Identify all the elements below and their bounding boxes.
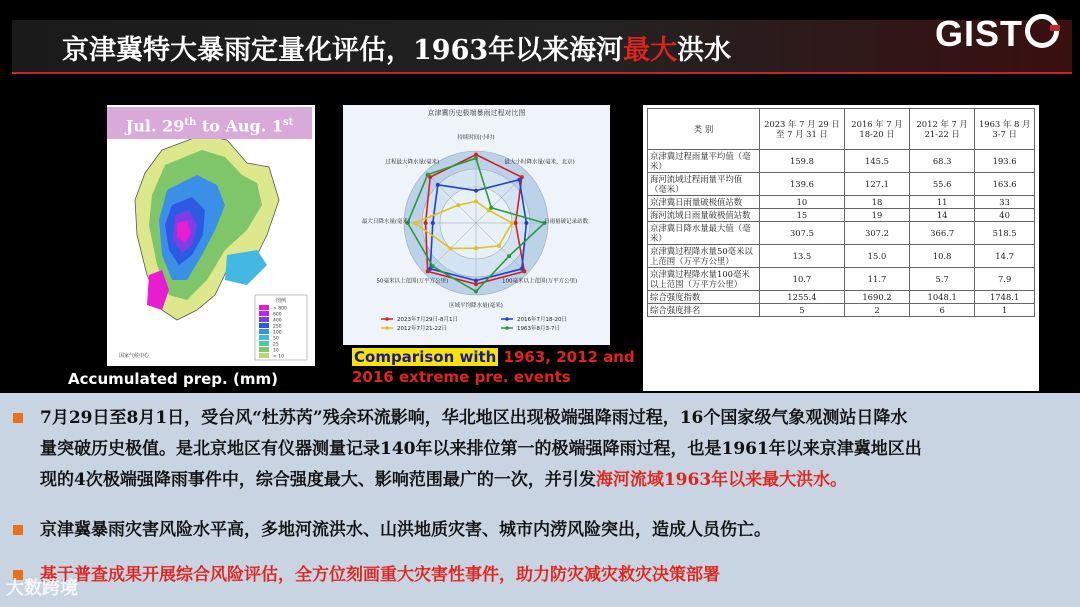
table-cell: 145.5	[844, 150, 909, 173]
table-cell: 366.7	[910, 222, 975, 245]
legend-swatch	[259, 323, 269, 328]
table-row	[648, 291, 1035, 304]
bullet-2: 京津冀暴雨灾害风险水平高，多地河流洪水、山洪地质灾害、城市内涝风险突出，造成人员伤亡。	[40, 520, 771, 540]
table-cell: 1048.1	[910, 291, 975, 304]
table-cell: 11.7	[844, 268, 909, 291]
table-cell: 2	[844, 304, 909, 317]
legend-value: 25	[273, 342, 279, 348]
radar-axis-label: 日雨量破记录站数	[543, 219, 589, 225]
date-range-label: Jul. 29th to Aug. 1st	[107, 107, 312, 139]
radar-point	[474, 189, 478, 193]
table-cell: 33	[975, 196, 1035, 209]
radar-point	[456, 203, 460, 207]
table-cell: 综合强度排名	[648, 304, 760, 317]
legend-swatch	[259, 329, 269, 334]
table-header-row	[648, 109, 1035, 150]
radar-point	[520, 267, 524, 271]
slide-title: 京津冀特大暴雨定量化评估，1963年以来海河最大洪水	[62, 35, 732, 66]
table-cell: 10	[759, 196, 844, 209]
radar-axis-label: 持续时间(小时)	[457, 135, 495, 141]
radar-point	[514, 221, 518, 225]
table-cell: 159.8	[759, 150, 844, 173]
radar-axis-label: 过程最大降水量(毫米)	[385, 159, 440, 166]
table-row	[648, 150, 1035, 173]
radar-legend-label: 1963年8月3-7日	[517, 326, 560, 332]
table-cell: 55.6	[910, 173, 975, 196]
radar-chart-panel	[343, 105, 610, 345]
table-cell: 307.2	[844, 222, 909, 245]
table-row	[648, 196, 1035, 209]
radar-point	[449, 246, 453, 250]
table-cell: 19	[844, 209, 909, 222]
radar-point	[507, 254, 511, 258]
table-cell: 10.7	[759, 268, 844, 291]
table-row	[648, 173, 1035, 196]
table-cell: 11	[910, 196, 975, 209]
table-cell: 14	[910, 209, 975, 222]
table-cell: 15.0	[844, 245, 909, 268]
comparison-caption: Comparison with 1963, 2012 and 2016 extreme pre. events	[352, 348, 635, 386]
table-header-cell: 2016 年 7 月 18-20 日	[844, 109, 909, 150]
table-row	[648, 209, 1035, 222]
radar-point	[474, 289, 478, 293]
table-cell: 10.8	[910, 245, 975, 268]
legend-swatch	[259, 347, 269, 352]
legend-value: 100	[273, 330, 282, 336]
bullet-marker	[13, 525, 23, 535]
legend-swatch	[259, 311, 269, 316]
radar-chart	[343, 105, 610, 345]
radar-legend-marker	[505, 326, 509, 330]
table-cell: 40	[975, 209, 1035, 222]
watermark: 大数跨境	[6, 578, 78, 599]
bullet-1-line-1: 7月29日至8月1日，受台风“杜苏芮”残余环流影响，华北地区出现极端强降雨过程，16个国家级气象观测站日降水	[40, 408, 908, 428]
map-caption: Accumulated prep. (mm)	[27, 366, 319, 392]
table-cell: 5	[759, 304, 844, 317]
table-cell: 13.5	[759, 245, 844, 268]
gistc-logo: GIST	[935, 12, 1059, 55]
radar-point	[474, 153, 478, 157]
legend-value: 250	[273, 324, 282, 330]
radar-point	[431, 264, 435, 268]
radar-point	[474, 156, 478, 160]
radar-point	[517, 178, 521, 182]
radar-axis-label: 100毫米以上范围(万平方公里)	[501, 278, 578, 285]
table-cell: 518.5	[975, 222, 1035, 245]
radar-point	[524, 221, 528, 225]
table-cell: 14.7	[975, 245, 1035, 268]
radar-point	[474, 246, 478, 250]
legend-swatch	[259, 335, 269, 340]
table-cell: 163.6	[975, 173, 1035, 196]
precip-map-panel	[107, 105, 315, 367]
table-cell: 7.9	[975, 268, 1035, 291]
table-cell: 综合强度指数	[648, 291, 760, 304]
legend-value: 600	[273, 312, 282, 318]
radar-point	[436, 183, 440, 187]
table-cell: 193.6	[975, 150, 1035, 173]
radar-point	[413, 221, 417, 225]
bullet-1-line-2: 量突破历史极值。是北京地区有仪器测量记录140年以来排位第一的极端强降雨过程，也是1961年以来京津冀地区出	[40, 439, 922, 459]
table-cell: 139.6	[759, 173, 844, 196]
radar-legend-label: 2012年7月21-22日	[397, 326, 447, 332]
legend-value: > 800	[273, 306, 287, 312]
table-cell: 1255.4	[759, 291, 844, 304]
radar-axis-label: 最大小时降水量(毫米，北京)	[504, 159, 575, 166]
legend-value: < 10	[273, 354, 284, 360]
legend-swatch	[259, 317, 269, 322]
radar-point	[489, 206, 493, 210]
radar-legend	[381, 315, 567, 332]
table-cell: 京津冀日降水量最大值（毫米）	[648, 222, 760, 245]
table-cell: 18	[844, 196, 909, 209]
table-cell: 京津冀过程雨量平均值（毫米）	[648, 150, 760, 173]
table-cell: 15	[759, 209, 844, 222]
table-cell: 京津冀日雨量破极值站数	[648, 196, 760, 209]
table-header-cell: 2023 年 7 月 29 日至 7 月 31 日	[759, 109, 844, 150]
table-header-cell: 1963 年 8 月 3-7 日	[975, 109, 1035, 150]
radar-point	[474, 282, 478, 286]
table-cell: 5.7	[910, 268, 975, 291]
bullet-1	[40, 403, 922, 496]
table-cell: 127.1	[844, 173, 909, 196]
table-cell: 1690.2	[844, 291, 909, 304]
table-header-cell: 类 别	[648, 109, 760, 150]
radar-point	[510, 221, 514, 225]
map-legend-title: 图例	[275, 298, 287, 304]
table-row	[648, 268, 1035, 291]
map-source: 国家气候中心	[119, 353, 150, 359]
radar-point	[474, 199, 478, 203]
table-cell: 1	[975, 304, 1035, 317]
radar-point	[474, 279, 478, 283]
legend-value: 10	[273, 348, 279, 354]
legend-value: 50	[273, 336, 279, 342]
comparison-table	[647, 108, 1035, 317]
legend-swatch	[259, 353, 269, 358]
radar-legend-label: 2023年7月29日-8月1日	[397, 317, 458, 323]
bullet-marker	[13, 413, 23, 423]
radar-axis-label: 区域平均降水量(毫米)	[449, 303, 503, 309]
radar-legend-marker	[385, 317, 389, 321]
legend-swatch	[259, 341, 269, 346]
legend-swatch	[259, 305, 269, 310]
table-body	[648, 150, 1035, 317]
radar-axis-label: 50毫米以上范围(万平方公里)	[376, 278, 449, 285]
table-cell: 海河流域过程雨量平均值（毫米）	[648, 173, 760, 196]
radar-point	[497, 244, 501, 248]
table-header-cell: 2012 年 7 月 21-22 日	[910, 109, 975, 150]
precip-map	[107, 105, 315, 367]
radar-legend-marker	[505, 317, 509, 321]
bullet-3: 基于普查成果开展综合风险评估，全方位刻画重大灾害性事件，助力防灾减灾救灾决策部署	[40, 565, 720, 585]
radar-axis-label: 最大日降水量(毫米)	[361, 219, 411, 225]
table-cell: 京津冀过程降水量100毫米以上范围（万平方公里）	[648, 268, 760, 291]
table-cell: 海河流域日雨量破极值站数	[648, 209, 760, 222]
table-cell: 6	[910, 304, 975, 317]
table-row	[648, 222, 1035, 245]
table-cell: 68.3	[910, 150, 975, 173]
radar-point	[431, 221, 435, 225]
table-cell: 307.5	[759, 222, 844, 245]
table-cell: 1748.1	[975, 291, 1035, 304]
radar-point	[424, 221, 428, 225]
legend-value: 400	[273, 318, 282, 324]
radar-legend-label: 2016年7月18-20日	[517, 317, 567, 323]
table-row	[648, 245, 1035, 268]
radar-title: 京津冀历史极端暴雨过程对比图	[427, 109, 526, 117]
comparison-table-panel	[643, 105, 1039, 391]
table-row	[648, 304, 1035, 317]
radar-legend-marker	[385, 326, 389, 330]
bullet-1-line-3: 现的4次极端强降雨事件中，综合强度最大、影响范围最广的一次，并引发海河流域1963年以来最大洪水。	[40, 470, 848, 490]
table-cell: 京津冀过程降水量50毫米以上范围（万平方公里）	[648, 245, 760, 268]
radar-point	[426, 173, 430, 177]
